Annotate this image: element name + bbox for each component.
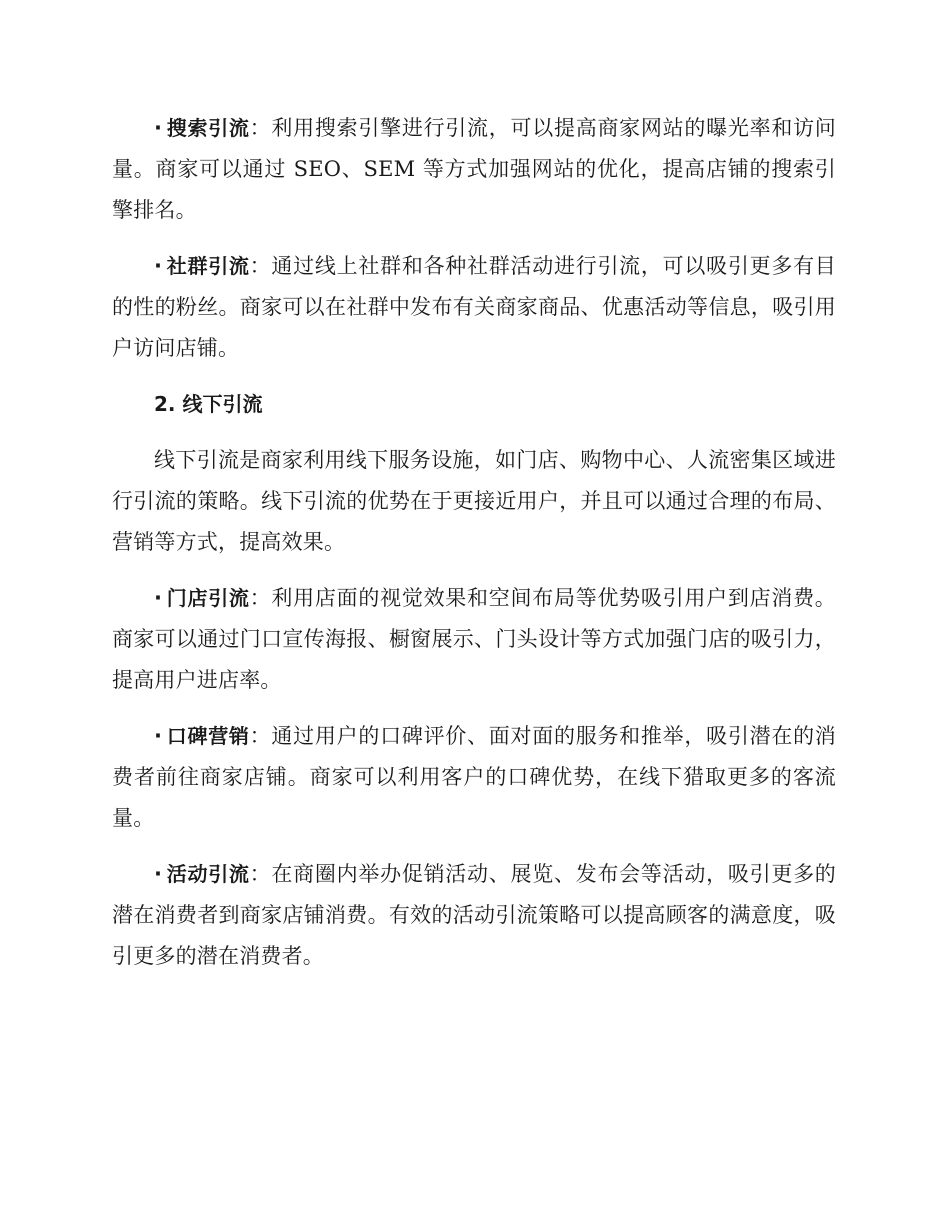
- bullet-paragraph-word-of-mouth: [112, 716, 836, 839]
- paragraph-text: 线下引流是商家利用线下服务设施，如门店、购物中心、人流密集区域进行引流的策略。线下引流的优势在于更接近用户，并且可以通过合理的布局、营销等方式，提高效果。: [112, 448, 836, 554]
- bullet-term: 口碑营销: [166, 724, 250, 748]
- bullet-term: 社群引流: [166, 254, 250, 278]
- bullet-marker: ·: [154, 116, 163, 140]
- bullet-paragraph-search-traffic: [112, 108, 836, 231]
- body-paragraph-offline-intro: [112, 440, 836, 563]
- bullet-marker: ·: [154, 586, 163, 610]
- bullet-paragraph-community-traffic: [112, 246, 836, 369]
- paragraph-text: 通过线上社群和各种社群活动进行引流，可以吸引更多有目的性的粉丝。商家可以在社群中发布有关商家商品、优惠活动等信息，吸引用户访问店铺。: [112, 254, 837, 360]
- bullet-paragraph-event-traffic: [112, 854, 836, 977]
- bullet-term: 门店引流: [166, 586, 250, 610]
- bullet-term: 搜索引流: [166, 116, 250, 140]
- term-separator: ：: [249, 586, 272, 610]
- term-separator: ：: [249, 254, 272, 278]
- paragraph-text: 利用搜索引擎进行引流，可以提高商家网站的曝光率和访问量。商家可以通过 SEO、SEM 等方式加强网站的优化，提高店铺的搜索引擎排名。: [112, 116, 837, 222]
- paragraph-text: 利用店面的视觉效果和空间布局等优势吸引用户到店消费。商家可以通过门口宣传海报、橱窗展示、门头设计等方式加强门店的吸引力，提高用户进店率。: [112, 586, 837, 692]
- bullet-paragraph-store-traffic: [112, 578, 836, 701]
- document-body: [112, 108, 836, 992]
- term-separator: ：: [249, 862, 272, 886]
- term-separator: ：: [249, 116, 272, 140]
- bullet-term: 活动引流: [166, 862, 250, 886]
- paragraph-text: 通过用户的口碑评价、面对面的服务和推举，吸引潜在的消费者前往商家店铺。商家可以利用客户的口碑优势，在线下猎取更多的客流量。: [112, 724, 837, 830]
- section-heading-offline-traffic: 2. 线下引流: [154, 392, 263, 416]
- term-separator: ：: [249, 724, 272, 748]
- bullet-marker: ·: [154, 862, 163, 886]
- paragraph-text: 在商圈内举办促销活动、展览、发布会等活动，吸引更多的潜在消费者到商家店铺消费。有效的活动引流策略可以提高顾客的满意度，吸引更多的潜在消费者。: [112, 862, 837, 968]
- bullet-marker: ·: [154, 724, 163, 748]
- bullet-marker: ·: [154, 254, 163, 278]
